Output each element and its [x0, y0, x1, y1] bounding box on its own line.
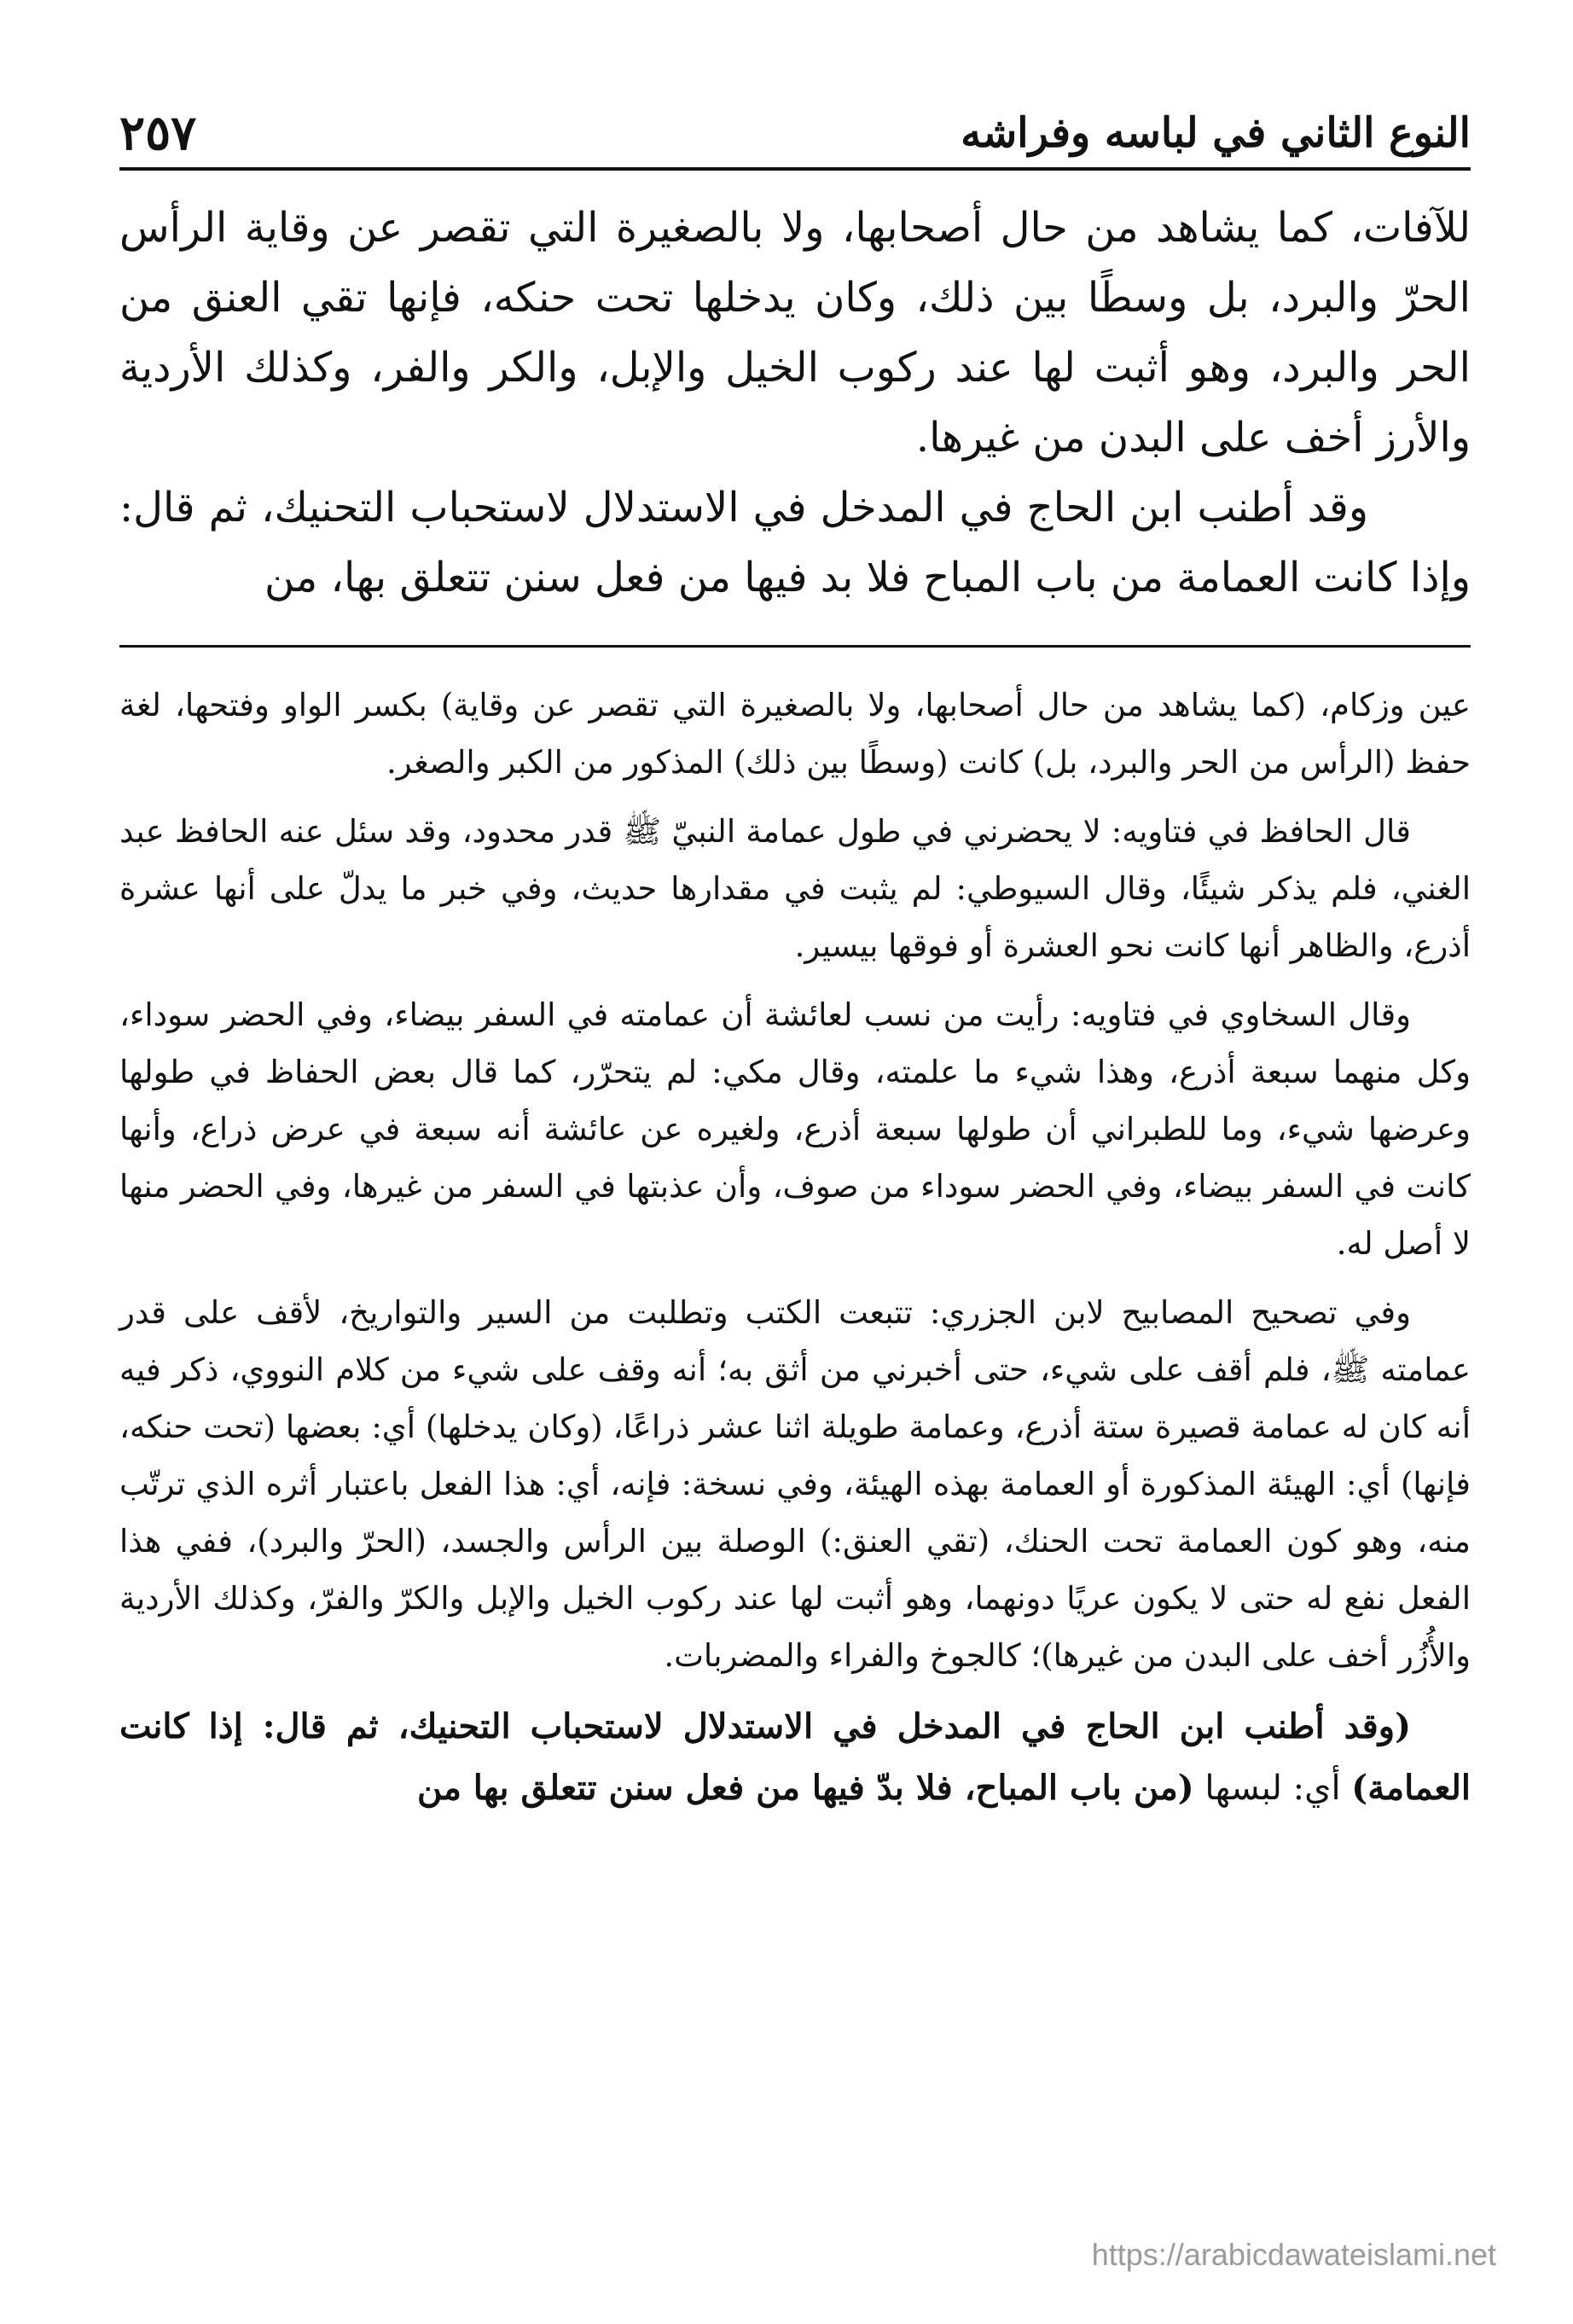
page-header [119, 85, 1471, 162]
commentary-paragraph-4: وفي تصحيح المصابيح لابن الجزري: تتبعت الكتب وتطلبت من السير والتواريخ، لأقف على قدر عمامته ﷺ، فلم أقف على شيء، حتى أخبرني من أثق به؛ أنه وقف على شيء من كلام النووي، ذكر فيه أنه كان له عمامة قصيرة ستة أذرع، وعمامة طويلة اثنا عشر ذراعًا، (وكان يدخلها) أي: بعضها (تحت حنكه، فإنها) أي: الهيئة المذكورة أو العمامة بهذه الهيئة، وفي نسخة: فإنه، أي: هذا الفعل باعتبار أثره الذي ترتّب منه، وهو كون العمامة تحت الحنك، (تقي العنق:) الوصلة بين الرأس والجسد، (الحرّ والبرد)، ففي هذا الفعل نفع له حتى لا يكون عريًا دونهما، وهو أثبت لها عند ركوب الخيل والإبل والكرّ والفرّ، وكذلك الأردية والأُزُر أخف على البدن من غيرها)؛ كالجوخ والفراء والمضربات. [119, 1294, 1471, 1674]
footnote-divider [119, 645, 1471, 648]
main-paragraph-1: للآفات، كما يشاهد من حال أصحابها، ولا بالصغيرة التي تقصر عن وقاية الرأس الحرّ والبرد، بل وسطًا بين ذلك، وكان يدخلها تحت حنكه، فإنها تقي العنق من الحر والبرد، وهو أثبت لها عند ركوب الخيل والإبل، والكر والفر، وكذلك الأردية والأرز أخف على البدن من غيرها. [119, 204, 1471, 462]
commentary-paragraph-3: وقال السخاوي في فتاويه: رأيت من نسب لعائشة أن عمامته في السفر بيضاء، وفي الحضر سوداء، وكل منهما سبعة أذرع، وهذا شيء ما علمته، وقال مكي: لم يتحرّر، كما قال بعض الحفاظ في طولها وعرضها شيء، وما للطبراني أن طولها سبعة أذرع، ولغيره عن عائشة أنه سبعة في عرض ذراع، وأنها كانت في السفر بيضاء، وفي الحضر سوداء من صوف، وأن عذبتها في السفر من غيرها، وفي الحضر منها لا أصل له. [119, 996, 1471, 1262]
commentary [119, 677, 1471, 1819]
quoted-text-b: (من باب المباح، فلا بدّ فيها من فعل سنن تتعلق بها من [417, 1768, 1194, 1808]
commentary-paragraph-2: قال الحافظ في فتاويه: لا يحضرني في طول عمامة النبيّ ﷺ قدر محدود، وقد سئل عنه الحافظ عبد الغني، فلم يذكر شيئًا، وقال السيوطي: لم يثبت في مقدارها حديث، وفي خبر ما يدلّ على أنها عشرة أذرع، والظاهر أنها كانت نحو العشرة أو فوقها بيسير. [119, 813, 1471, 964]
main-paragraph-2: وقد أطنب ابن الحاج في المدخل في الاستدلال لاستحباب التحنيك، ثم قال: وإذا كانت العمامة من باب المباح فلا بد فيها من فعل سنن تتعلق بها، من [119, 484, 1471, 601]
watermark-url: https://arabicdawateislami.net [1091, 2237, 1496, 2272]
commentary-paragraph-5 [119, 1696, 1471, 1819]
explanation-text: أي: لبسها [1193, 1769, 1352, 1808]
header-rule [119, 167, 1471, 171]
main-text [119, 193, 1471, 613]
page-number: ٢٥٧ [119, 105, 197, 161]
quoted-text-a: (وقد أطنب ابن الحاج في المدخل في الاستدلال لاستحباب التحنيك، ثم قال: إذا كانت العمامة) [119, 1706, 1471, 1808]
commentary-paragraph-1: عين وزكام، (كما يشاهد من حال أصحابها، ولا بالصغيرة التي تقصر عن وقاية) بكسر الواو وفتحها، لغة حفظ (الرأس من الحر والبرد، بل) كانت (وسطًا بين ذلك) المذكور من الكبر والصغر. [119, 687, 1471, 781]
chapter-title: النوع الثاني في لباسه وفراشه [961, 109, 1471, 157]
book-page [119, 85, 1471, 2269]
